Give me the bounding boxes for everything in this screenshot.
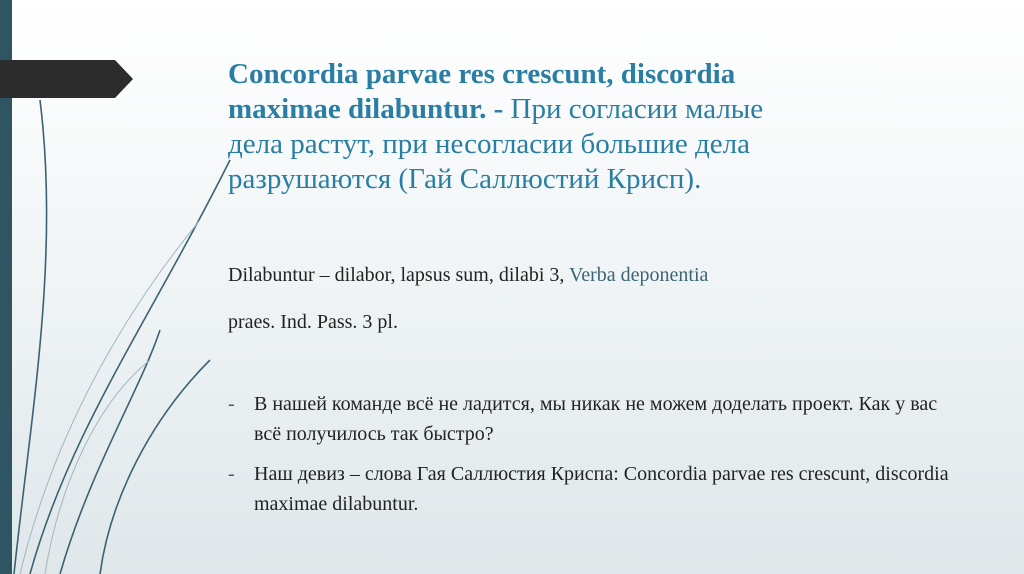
- grammar-term: Verba deponentia: [569, 264, 709, 286]
- dialog-item-1: [228, 389, 958, 449]
- bullet-dash: -: [228, 463, 235, 485]
- arrow-tab-fill: [0, 60, 133, 98]
- title-translation: При согласии малые дела растут, при несогласии большие дела разрушаются (Гай Саллюстий Крисп).: [228, 93, 764, 195]
- grammar-forms: Dilabuntur – dilabor, lapsus sum, dilabi 3,: [228, 264, 570, 286]
- title-separator: -: [486, 93, 511, 125]
- grammar-line-2: praes. Ind. Pass. 3 pl.: [228, 311, 398, 333]
- dialog-item-2: [228, 459, 958, 519]
- grammar-line-1: [228, 264, 708, 287]
- title-latin-phrase: Concordia parvae res crescunt, discordia maximae dilabuntur.: [228, 58, 736, 125]
- bullet-dash: -: [228, 393, 235, 415]
- dialog-text-2: Наш девиз – слова Гая Саллюстия Криспа: Concordia parvae res crescunt, discordia maximae dilabuntur.: [254, 463, 949, 515]
- slide-title: [228, 57, 788, 197]
- arrow-tab-shape: [0, 60, 133, 98]
- dialog-text-1: В нашей команде всё не ладится, мы никак не можем доделать проект. Как у вас всё получилось так быстро?: [254, 393, 938, 445]
